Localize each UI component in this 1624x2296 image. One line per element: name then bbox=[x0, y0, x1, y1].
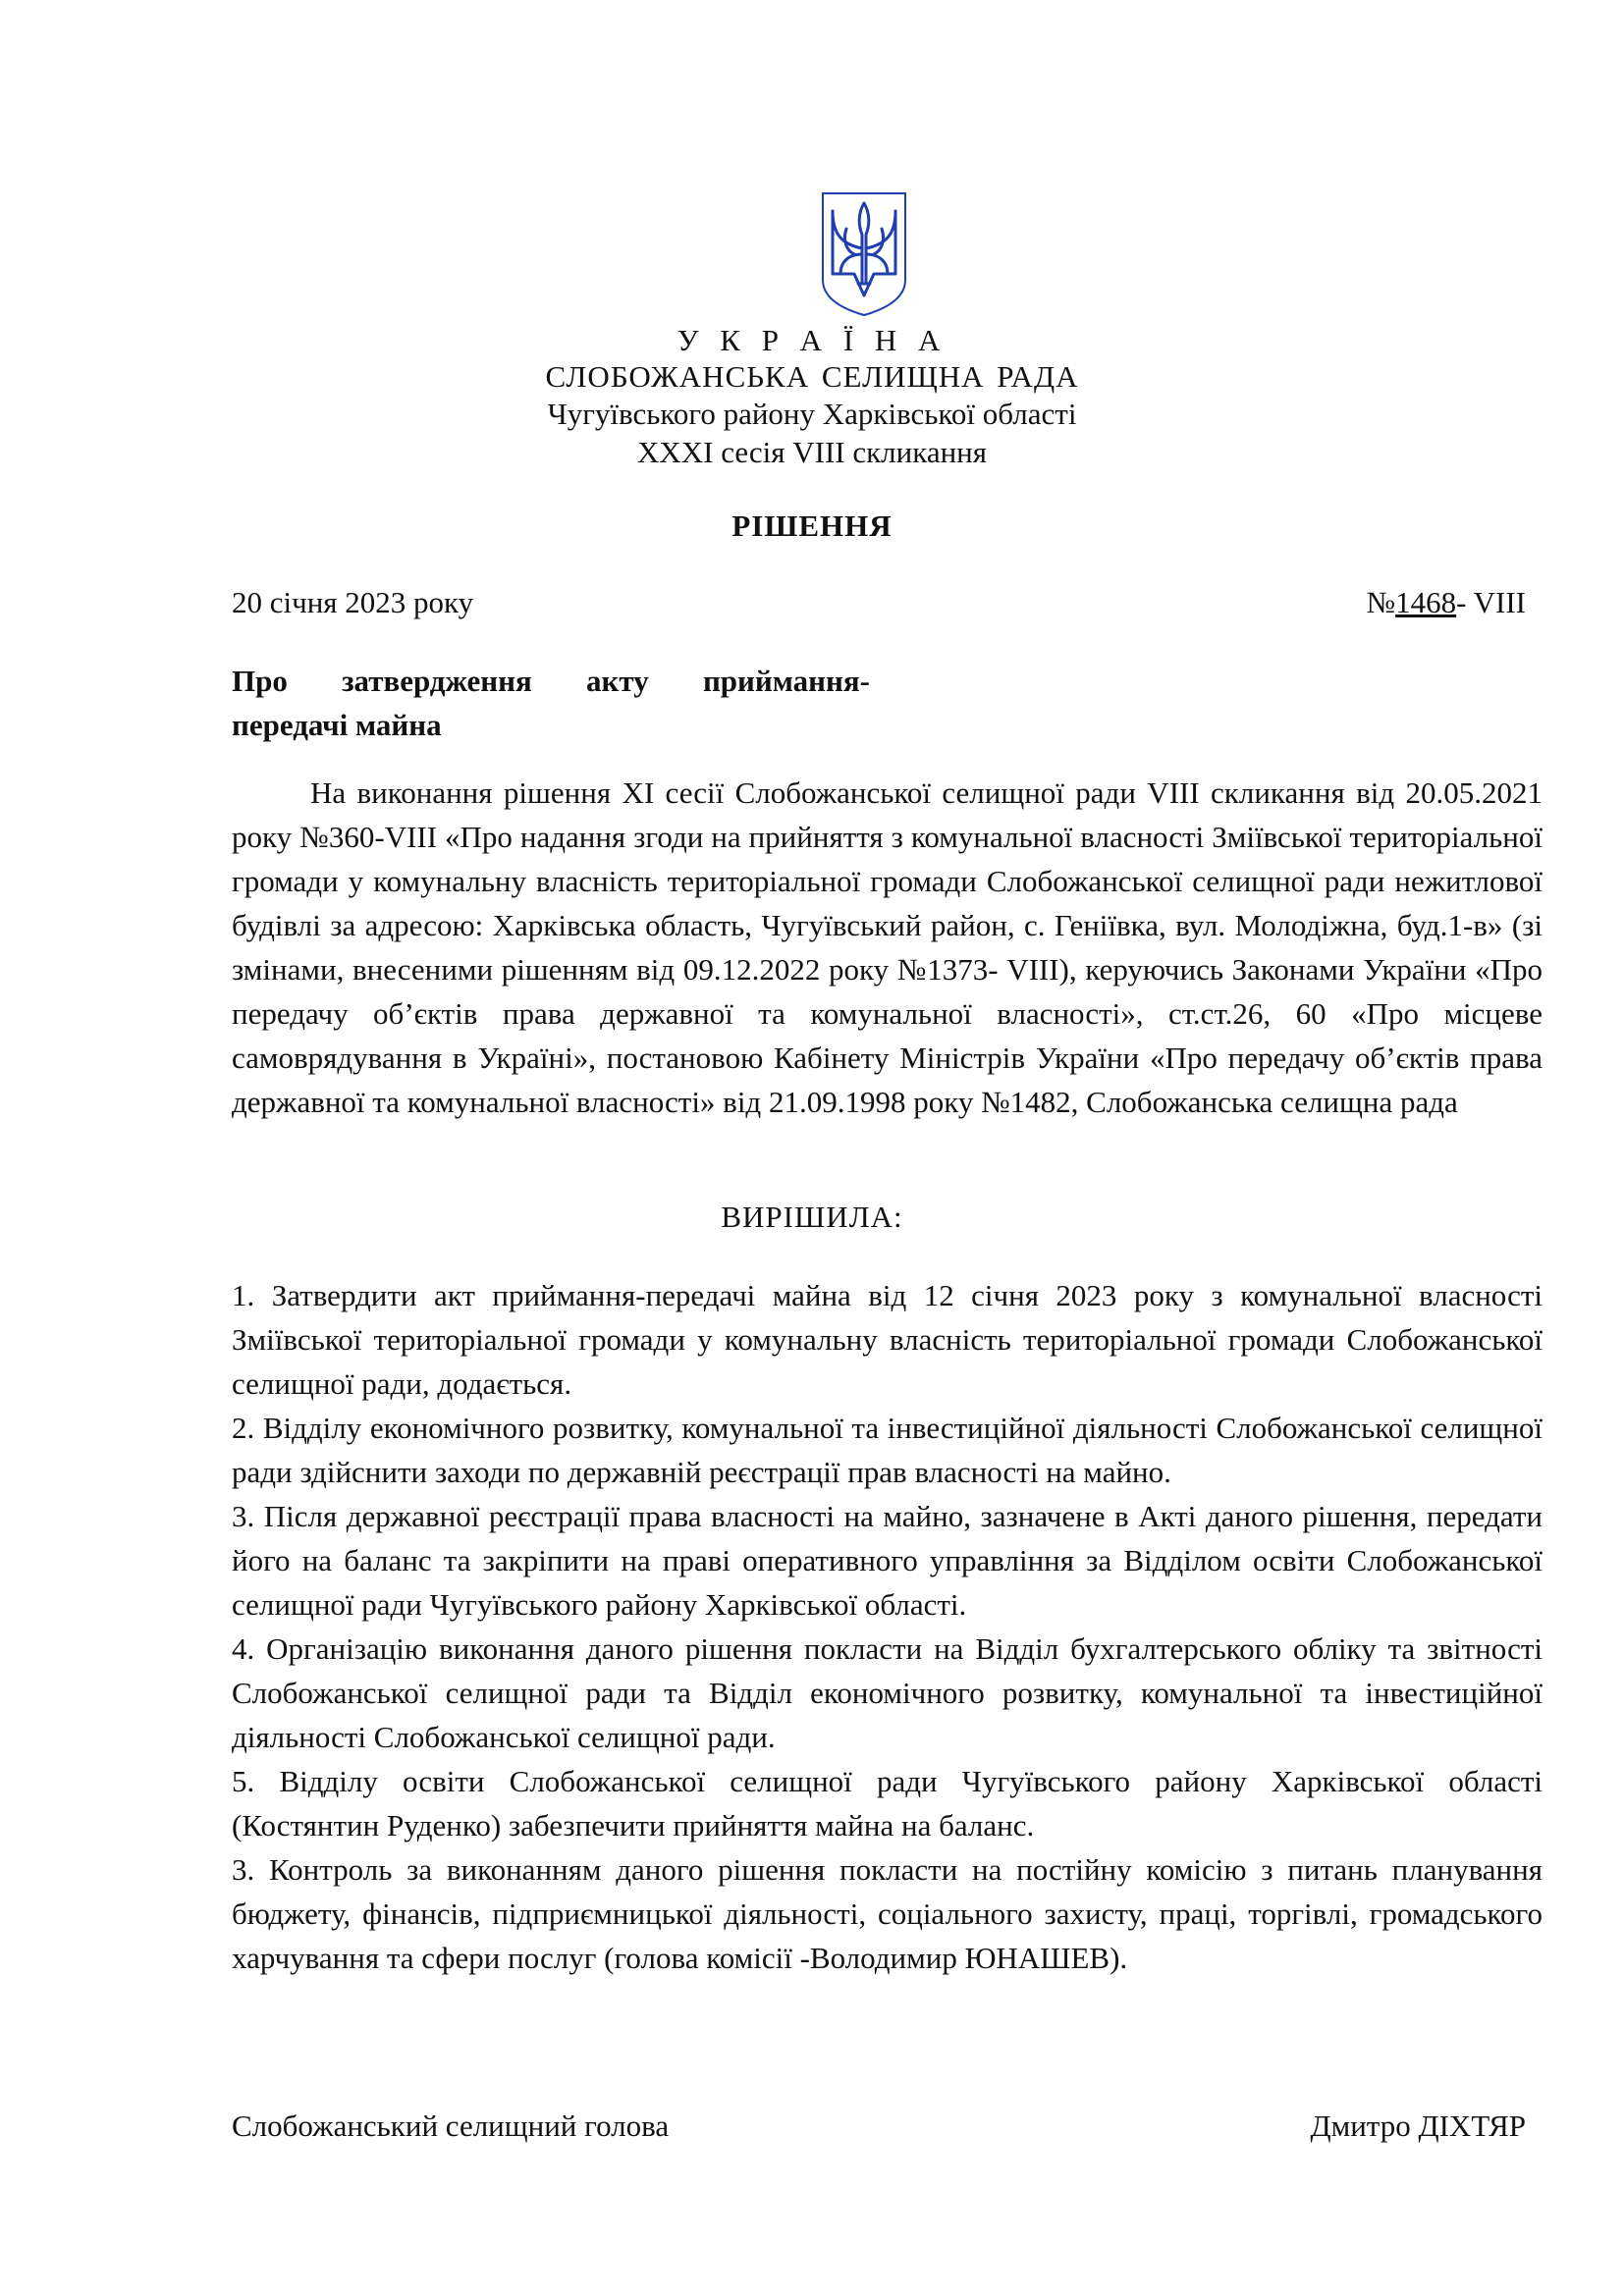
number-prefix: № bbox=[1366, 585, 1396, 619]
resolved-heading: ВИРІШИЛА: bbox=[721, 1200, 903, 1234]
decision-date: 20 січня 2023 року bbox=[232, 585, 474, 619]
trident-coat-of-arms-icon bbox=[819, 189, 909, 319]
council-heading: СЛОБОЖАНСЬКА СЕЛИЩНА РАДА bbox=[545, 359, 1079, 394]
session-heading: XXXI сесія VIII скликання bbox=[636, 435, 988, 469]
decision-number bbox=[1367, 585, 1526, 620]
preamble-paragraph: На виконання рішення XI сесії Слобожанської селищної ради VIII скликання від 20.05.2021 року №360-VIII «Про надання згоди на прийняття з комунальної власності Зміївської територіальної громади у комунальну власність територіальної громади Слобожанської селищної ради нежитлової будівлі за адресою: Харківська область, Чугуївський район, с. Геніївка, вул. Молодіжна, буд.1-в» (зі змінами, внесеними рішенням від 09.12.2022 року №1373- VIII), керуючись Законами України «Про передачу об’єктів права державної та комунальної власності», ст.ст.26, 60 «Про місцеве самоврядування в Україні», постановою Кабінету Міністрів України «Про передачу об’єктів права державної та комунальної власності» від 21.09.1998 року №1482, Слобожанська селищна рада bbox=[232, 775, 1543, 1119]
decision-item: 3. Після державної реєстрації права власності на майно, зазначене в Акті даного рішення, передати його на баланс та закріпити на праві оперативного управління за Відділом освіти Слобожанської селищної ради Чугуївського району Харківської області. bbox=[232, 1499, 1543, 1622]
number-suffix: - VIII bbox=[1456, 585, 1526, 619]
signatory-position: Слобожанський селищний голова bbox=[232, 2109, 670, 2143]
decision-item: 2. Відділу економічного розвитку, комунальної та інвестиційної діяльності Слобожанської селищної ради здійснити заходи по державній реєстрації прав власності на майно. bbox=[232, 1411, 1543, 1489]
number-value: 1468 bbox=[1395, 585, 1457, 619]
signatory-name: Дмитро ДІХТЯР bbox=[1310, 2109, 1526, 2143]
decision-items bbox=[232, 1273, 1543, 1980]
decision-subject bbox=[232, 659, 870, 747]
document-type-heading: РІШЕННЯ bbox=[731, 508, 893, 543]
subject-line-2: передачі майна bbox=[232, 708, 442, 742]
decision-item: 5. Відділу освіти Слобожанської селищної ради Чугуївського району Харківської області (Костянтин Руденко) забезпечити прийняття майна на баланс. bbox=[232, 1764, 1543, 1842]
district-heading: Чугуївського району Харківської області bbox=[547, 397, 1077, 431]
decision-item: 3. Контроль за виконанням даного рішення покласти на постійну комісію з питань планування бюджету, фінансів, підприємницької діяльності, соціального захисту, праці, торгівлі, громадського харчування та сфери послуг (голова комісії -Володимир ЮНАШЕВ). bbox=[232, 1852, 1543, 1975]
subject-line-1: Про затвердження акту приймання- bbox=[232, 664, 870, 698]
decision-item: 4. Організацію виконання даного рішення покласти на Відділ бухгалтерського обліку та звітності Слобожанської селищної ради та Відділ економічного розвитку, комунальної та інвестиційної діяльності Слобожанської селищної ради. bbox=[232, 1631, 1543, 1754]
country-heading: У К Р А Ї Н А bbox=[677, 323, 947, 357]
decision-item: 1. Затвердити акт приймання-передачі майна від 12 січня 2023 року з комунальної власності Зміївської територіальної громади у комунальну власність територіальної громади Слобожанської селищної ради, додається. bbox=[232, 1278, 1543, 1401]
